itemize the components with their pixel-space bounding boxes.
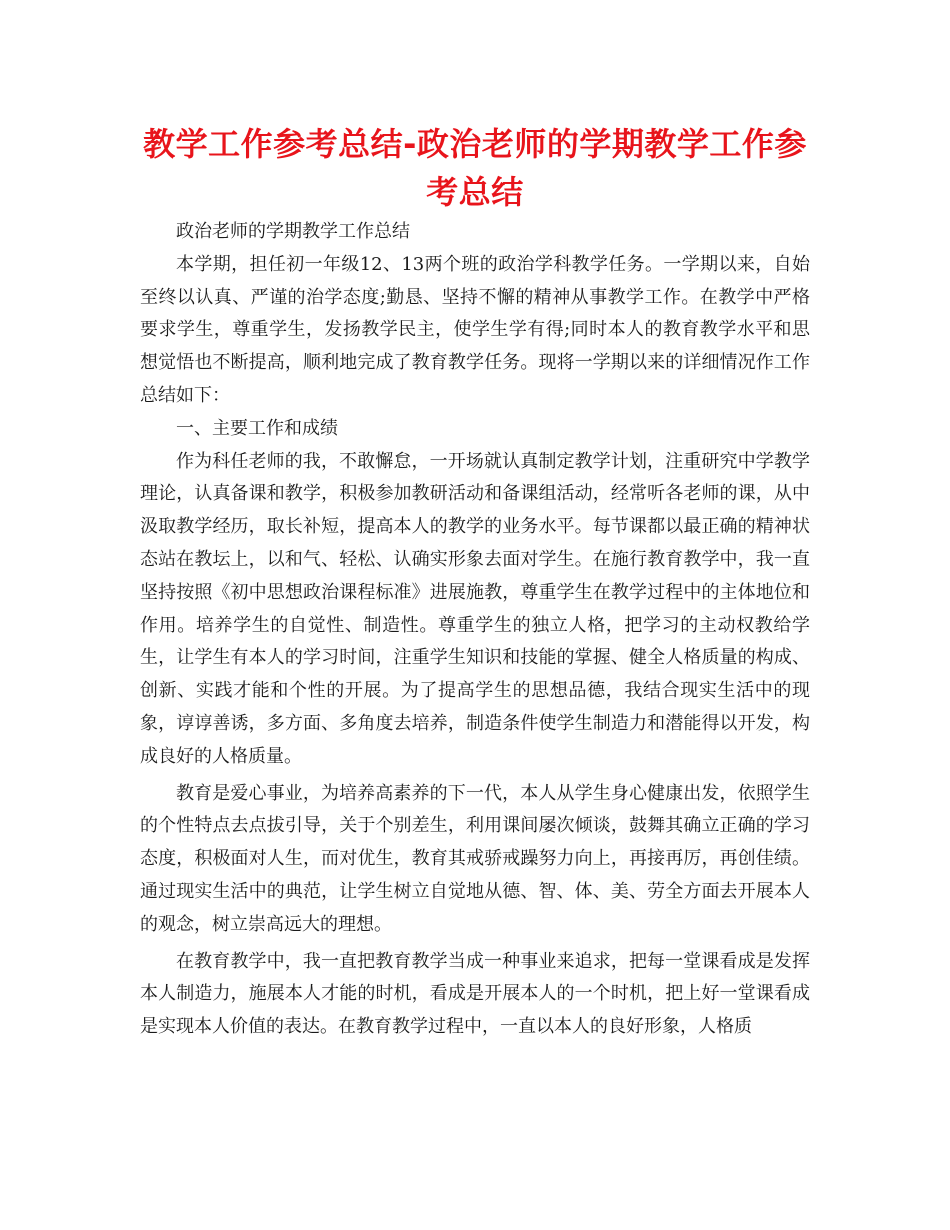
document-title: 教学工作参考总结-政治老师的学期教学工作参考总结 xyxy=(143,125,807,211)
section-heading-main-work: 一、主要工作和成绩 xyxy=(176,417,338,439)
paragraph-intro: 本学期，担任初一年级12、13两个班的政治学科教学任务。一学期以来，自始至终以认真、严谨的治学态度;勤恳、坚持不懈的精神从事教学工作。在教学中严格要求学生，尊重学生，发扬教学民主，使学生学有得;同时本人的教育教学水平和思想觉悟也不断提高，顺利地完成了教育教学任务。现将一学期以来的详细情况作工作总结如下： xyxy=(140,253,810,406)
document-body xyxy=(140,216,810,1044)
paragraph-caring-education: 教育是爱心事业，为培养高素养的下一代，本人从学生身心健康出发，依照学生的个性特点去点拔引导，关于个别差生，利用课间屡次倾谈，鼓舞其确立正确的学习态度，积极面对人生，而对优生，教育其戒骄戒躁努力向上，再接再厉，再创佳绩。通过现实生活中的典范，让学生树立自觉地从德、智、体、美、劳全方面去开展本人的观念，树立崇高远大的理想。 xyxy=(140,782,810,935)
paragraph-career-pursuit: 在教育教学中，我一直把教育教学当成一种事业来追求，把每一堂课看成是发挥本人制造力，施展本人才能的时机，看成是开展本人的一个时机，把上好一堂课看成是实现本人价值的表达。在教育教学过程中，一直以本人的良好形象，人格质 xyxy=(140,950,810,1038)
paragraph-teaching-practice: 作为科任老师的我，不敢懈怠，一开场就认真制定教学计划，注重研究中学教学理论，认真备课和教学，积极参加教研活动和备课组活动，经常听各老师的课，从中汲取教学经历，取长补短，提高本人的教学的业务水平。每节课都以最正确的精神状态站在教坛上，以和气、轻松、认确实形象去面对学生。在施行教育教学中，我一直坚持按照《初中思想政治课程标准》进展施教，尊重学生在教学过程中的主体地位和作用。培养学生的自觉性、制造性。尊重学生的独立人格，把学习的主动权教给学生，让学生有本人的学习时间，注重学生知识和技能的掌握、健全人格质量的构成、创新、实践才能和个性的开展。为了提高学生的思想品德，我结合现实生活中的现象，谆谆善诱，多方面、多角度去培养，制造条件使学生制造力和潜能得以开发，构成良好的人格质量。 xyxy=(140,450,810,767)
document-page xyxy=(140,120,810,1044)
paragraph-subtitle: 政治老师的学期教学工作总结 xyxy=(176,221,410,242)
